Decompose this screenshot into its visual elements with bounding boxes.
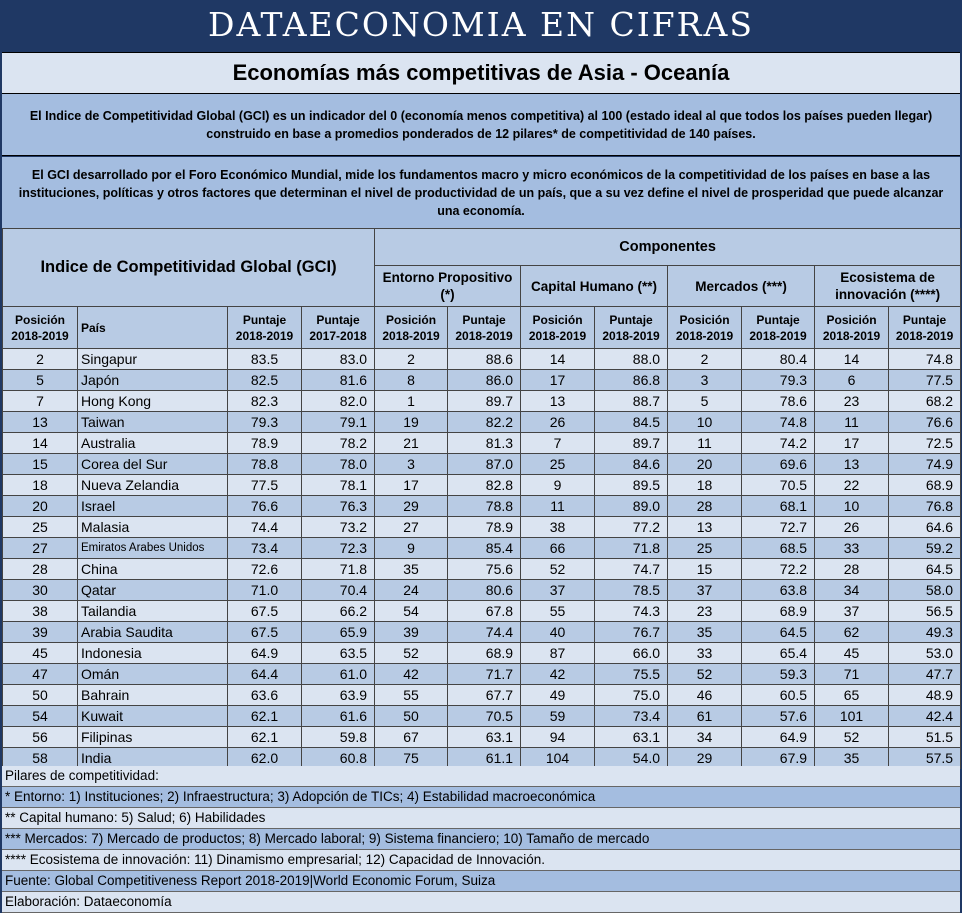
- cell-entorno-puntaje: 63.1: [448, 727, 521, 748]
- competitiveness-table: [2, 228, 961, 769]
- cell-puntaje-2018: 67.5: [228, 601, 302, 622]
- cell-innovacion-posicion: 13: [815, 454, 889, 475]
- cell-entorno-posicion: 24: [375, 580, 448, 601]
- cell-mercados-posicion: 10: [668, 412, 742, 433]
- cell-innovacion-puntaje: 77.5: [889, 370, 961, 391]
- cell-entorno-posicion: 55: [375, 685, 448, 706]
- table-row: [3, 496, 961, 517]
- table-row: [3, 349, 961, 370]
- cell-mercados-puntaje: 74.8: [742, 412, 815, 433]
- col-header-innovacion-puntaje: Puntaje 2018-2019: [889, 307, 961, 349]
- cell-innovacion-puntaje: 64.6: [889, 517, 961, 538]
- cell-capital-posicion: 104: [521, 748, 595, 769]
- cell-mercados-puntaje: 64.5: [742, 622, 815, 643]
- cell-mercados-posicion: 15: [668, 559, 742, 580]
- note-mercados: *** Mercados: 7) Mercado de productos; 8) Mercado laboral; 9) Sistema financiero; 10) Tamaño de mercado: [2, 829, 960, 850]
- cell-capital-posicion: 9: [521, 475, 595, 496]
- cell-puntaje-2017: 65.9: [302, 622, 375, 643]
- cell-entorno-puntaje: 85.4: [448, 538, 521, 559]
- cell-mercados-posicion: 52: [668, 664, 742, 685]
- cell-capital-posicion: 55: [521, 601, 595, 622]
- cell-capital-posicion: 7: [521, 433, 595, 454]
- cell-mercados-posicion: 61: [668, 706, 742, 727]
- note-fuente: Fuente: Global Competitiveness Report 2018-2019|World Economic Forum, Suiza: [2, 871, 960, 892]
- table-row: [3, 370, 961, 391]
- cell-entorno-puntaje: 71.7: [448, 664, 521, 685]
- cell-innovacion-posicion: 34: [815, 580, 889, 601]
- note-entorno: * Entorno: 1) Instituciones; 2) Infraestructura; 3) Adopción de TICs; 4) Estabilidad macroeconómica: [2, 787, 960, 808]
- cell-capital-puntaje: 77.2: [595, 517, 668, 538]
- cell-pais: Corea del Sur: [78, 454, 228, 475]
- cell-entorno-puntaje: 82.8: [448, 475, 521, 496]
- cell-pais: Nueva Zelandia: [78, 475, 228, 496]
- cell-entorno-puntaje: 67.7: [448, 685, 521, 706]
- cell-innovacion-puntaje: 42.4: [889, 706, 961, 727]
- cell-capital-posicion: 14: [521, 349, 595, 370]
- cell-capital-puntaje: 86.8: [595, 370, 668, 391]
- cell-mercados-posicion: 46: [668, 685, 742, 706]
- gci-header: Indice de Competitividad Global (GCI): [3, 229, 375, 307]
- cell-capital-puntaje: 75.0: [595, 685, 668, 706]
- cell-puntaje-2018: 78.9: [228, 433, 302, 454]
- cell-posicion: 2: [3, 349, 78, 370]
- cell-entorno-posicion: 29: [375, 496, 448, 517]
- cell-puntaje-2017: 78.2: [302, 433, 375, 454]
- cell-puntaje-2017: 70.4: [302, 580, 375, 601]
- cell-entorno-posicion: 1: [375, 391, 448, 412]
- cell-mercados-posicion: 11: [668, 433, 742, 454]
- cell-pais: China: [78, 559, 228, 580]
- cell-entorno-posicion: 54: [375, 601, 448, 622]
- cell-posicion: 28: [3, 559, 78, 580]
- cell-mercados-puntaje: 72.7: [742, 517, 815, 538]
- cell-posicion: 54: [3, 706, 78, 727]
- cell-capital-puntaje: 66.0: [595, 643, 668, 664]
- col-header-entorno-posicion: Posición 2018-2019: [375, 307, 448, 349]
- cell-mercados-puntaje: 57.6: [742, 706, 815, 727]
- cell-innovacion-puntaje: 76.6: [889, 412, 961, 433]
- cell-mercados-puntaje: 79.3: [742, 370, 815, 391]
- cell-entorno-posicion: 39: [375, 622, 448, 643]
- cell-innovacion-posicion: 26: [815, 517, 889, 538]
- cell-entorno-posicion: 50: [375, 706, 448, 727]
- col-header-capital-puntaje: Puntaje 2018-2019: [595, 307, 668, 349]
- table-row: [3, 580, 961, 601]
- cell-mercados-puntaje: 72.2: [742, 559, 815, 580]
- cell-puntaje-2018: 74.4: [228, 517, 302, 538]
- cell-innovacion-puntaje: 74.9: [889, 454, 961, 475]
- cell-posicion: 14: [3, 433, 78, 454]
- cell-innovacion-posicion: 6: [815, 370, 889, 391]
- cell-entorno-puntaje: 70.5: [448, 706, 521, 727]
- cell-pais: India: [78, 748, 228, 769]
- cell-innovacion-posicion: 37: [815, 601, 889, 622]
- cell-innovacion-puntaje: 68.2: [889, 391, 961, 412]
- cell-entorno-posicion: 3: [375, 454, 448, 475]
- cell-innovacion-posicion: 11: [815, 412, 889, 433]
- components-header: Componentes: [375, 229, 961, 266]
- cell-capital-posicion: 17: [521, 370, 595, 391]
- cell-capital-posicion: 59: [521, 706, 595, 727]
- note-elaboracion: Elaboración: Dataeconomía: [2, 892, 960, 913]
- cell-mercados-posicion: 20: [668, 454, 742, 475]
- description-wef: El GCI desarrollado por el Foro Económico Mundial, mide los fundamentos macro y micro económicos de la competitividad de los países en base a las instituciones, políticas y otros factores que determinan el nivel de productividad de un país, que a su vez define el nivel de prosperidad que puede alcanzar una economía.: [2, 157, 960, 228]
- col-header-innovacion-posicion: Posición 2018-2019: [815, 307, 889, 349]
- cell-entorno-puntaje: 80.6: [448, 580, 521, 601]
- cell-mercados-posicion: 3: [668, 370, 742, 391]
- cell-entorno-posicion: 2: [375, 349, 448, 370]
- cell-pais: Arabia Saudita: [78, 622, 228, 643]
- table-row: [3, 538, 961, 559]
- cell-mercados-posicion: 25: [668, 538, 742, 559]
- cell-puntaje-2017: 63.5: [302, 643, 375, 664]
- cell-puntaje-2018: 72.6: [228, 559, 302, 580]
- cell-puntaje-2018: 62.1: [228, 706, 302, 727]
- cell-puntaje-2017: 61.6: [302, 706, 375, 727]
- cell-innovacion-posicion: 22: [815, 475, 889, 496]
- cell-capital-puntaje: 63.1: [595, 727, 668, 748]
- cell-mercados-puntaje: 74.2: [742, 433, 815, 454]
- cell-innovacion-posicion: 14: [815, 349, 889, 370]
- cell-capital-posicion: 26: [521, 412, 595, 433]
- cell-capital-puntaje: 84.6: [595, 454, 668, 475]
- cell-innovacion-posicion: 65: [815, 685, 889, 706]
- cell-entorno-puntaje: 78.8: [448, 496, 521, 517]
- cell-puntaje-2018: 71.0: [228, 580, 302, 601]
- cell-innovacion-posicion: 71: [815, 664, 889, 685]
- table-row: [3, 412, 961, 433]
- col-header-capital-posicion: Posición 2018-2019: [521, 307, 595, 349]
- cell-pais: Hong Kong: [78, 391, 228, 412]
- cell-mercados-posicion: 28: [668, 496, 742, 517]
- cell-puntaje-2018: 62.0: [228, 748, 302, 769]
- cell-capital-puntaje: 74.7: [595, 559, 668, 580]
- cell-puntaje-2018: 73.4: [228, 538, 302, 559]
- cell-capital-puntaje: 89.5: [595, 475, 668, 496]
- group-header-mercados: Mercados (***): [668, 266, 815, 307]
- cell-pais: Australia: [78, 433, 228, 454]
- cell-entorno-posicion: 27: [375, 517, 448, 538]
- cell-mercados-posicion: 23: [668, 601, 742, 622]
- cell-posicion: 25: [3, 517, 78, 538]
- cell-capital-posicion: 38: [521, 517, 595, 538]
- cell-posicion: 38: [3, 601, 78, 622]
- cell-posicion: 58: [3, 748, 78, 769]
- table-row: [3, 454, 961, 475]
- cell-puntaje-2018: 63.6: [228, 685, 302, 706]
- note-pilares: Pilares de competitividad:: [2, 766, 960, 787]
- cell-entorno-puntaje: 75.6: [448, 559, 521, 580]
- cell-puntaje-2018: 77.5: [228, 475, 302, 496]
- cell-innovacion-posicion: 10: [815, 496, 889, 517]
- cell-puntaje-2018: 82.3: [228, 391, 302, 412]
- cell-mercados-posicion: 2: [668, 349, 742, 370]
- cell-puntaje-2018: 79.3: [228, 412, 302, 433]
- cell-mercados-posicion: 5: [668, 391, 742, 412]
- cell-puntaje-2017: 72.3: [302, 538, 375, 559]
- cell-innovacion-puntaje: 64.5: [889, 559, 961, 580]
- cell-entorno-puntaje: 81.3: [448, 433, 521, 454]
- cell-pais: Qatar: [78, 580, 228, 601]
- table-row: [3, 706, 961, 727]
- cell-innovacion-posicion: 33: [815, 538, 889, 559]
- table-row: [3, 559, 961, 580]
- notes-section: [2, 766, 960, 913]
- cell-capital-puntaje: 84.5: [595, 412, 668, 433]
- note-capital-humano: ** Capital humano: 5) Salud; 6) Habilidades: [2, 808, 960, 829]
- cell-capital-posicion: 25: [521, 454, 595, 475]
- cell-posicion: 50: [3, 685, 78, 706]
- cell-innovacion-puntaje: 48.9: [889, 685, 961, 706]
- cell-entorno-puntaje: 68.9: [448, 643, 521, 664]
- cell-pais: Tailandia: [78, 601, 228, 622]
- cell-pais: Japón: [78, 370, 228, 391]
- cell-capital-posicion: 37: [521, 580, 595, 601]
- cell-entorno-posicion: 75: [375, 748, 448, 769]
- cell-entorno-puntaje: 87.0: [448, 454, 521, 475]
- cell-mercados-puntaje: 60.5: [742, 685, 815, 706]
- col-header-puntaje-2017: Puntaje 2017-2018: [302, 307, 375, 349]
- cell-capital-puntaje: 89.7: [595, 433, 668, 454]
- cell-capital-puntaje: 88.7: [595, 391, 668, 412]
- cell-capital-puntaje: 88.0: [595, 349, 668, 370]
- cell-innovacion-puntaje: 53.0: [889, 643, 961, 664]
- cell-puntaje-2018: 64.4: [228, 664, 302, 685]
- col-header-posicion: Posición 2018-2019: [3, 307, 78, 349]
- note-innovacion: **** Ecosistema de innovación: 11) Dinamismo empresarial; 12) Capacidad de Innovación.: [2, 850, 960, 871]
- cell-pais: Bahrain: [78, 685, 228, 706]
- cell-pais: Filipinas: [78, 727, 228, 748]
- cell-capital-puntaje: 74.3: [595, 601, 668, 622]
- cell-entorno-puntaje: 61.1: [448, 748, 521, 769]
- cell-entorno-posicion: 35: [375, 559, 448, 580]
- cell-posicion: 45: [3, 643, 78, 664]
- table-body: [3, 349, 961, 769]
- cell-pais: Malasia: [78, 517, 228, 538]
- cell-mercados-puntaje: 78.6: [742, 391, 815, 412]
- cell-capital-puntaje: 89.0: [595, 496, 668, 517]
- cell-mercados-puntaje: 80.4: [742, 349, 815, 370]
- cell-mercados-posicion: 33: [668, 643, 742, 664]
- cell-innovacion-puntaje: 74.8: [889, 349, 961, 370]
- cell-mercados-posicion: 35: [668, 622, 742, 643]
- cell-pais: Israel: [78, 496, 228, 517]
- cell-capital-puntaje: 71.8: [595, 538, 668, 559]
- cell-mercados-puntaje: 63.8: [742, 580, 815, 601]
- col-header-pais: País: [78, 307, 228, 349]
- cell-entorno-puntaje: 86.0: [448, 370, 521, 391]
- description-gci: El Indice de Competitividad Global (GCI) es un indicador del 0 (economía menos competitiva) al 100 (estado ideal al que todos los países pueden llegar) construido en base a promedios ponderados de 12 pilares* de competitividad de 140 países.: [2, 94, 960, 156]
- cell-puntaje-2017: 83.0: [302, 349, 375, 370]
- cell-puntaje-2017: 78.1: [302, 475, 375, 496]
- cell-puntaje-2017: 73.2: [302, 517, 375, 538]
- cell-entorno-posicion: 17: [375, 475, 448, 496]
- cell-puntaje-2017: 60.8: [302, 748, 375, 769]
- col-header-mercados-puntaje: Puntaje 2018-2019: [742, 307, 815, 349]
- cell-entorno-puntaje: 88.6: [448, 349, 521, 370]
- cell-entorno-posicion: 21: [375, 433, 448, 454]
- cell-capital-puntaje: 78.5: [595, 580, 668, 601]
- cell-innovacion-puntaje: 72.5: [889, 433, 961, 454]
- cell-pais: Taiwan: [78, 412, 228, 433]
- cell-posicion: 47: [3, 664, 78, 685]
- cell-posicion: 13: [3, 412, 78, 433]
- table-row: [3, 475, 961, 496]
- cell-posicion: 30: [3, 580, 78, 601]
- cell-pais: Indonesia: [78, 643, 228, 664]
- cell-puntaje-2018: 62.1: [228, 727, 302, 748]
- cell-innovacion-posicion: 35: [815, 748, 889, 769]
- cell-puntaje-2017: 61.0: [302, 664, 375, 685]
- cell-puntaje-2017: 66.2: [302, 601, 375, 622]
- table-row: [3, 601, 961, 622]
- cell-puntaje-2018: 64.9: [228, 643, 302, 664]
- cell-puntaje-2018: 67.5: [228, 622, 302, 643]
- col-header-mercados-posicion: Posición 2018-2019: [668, 307, 742, 349]
- cell-entorno-posicion: 52: [375, 643, 448, 664]
- cell-puntaje-2018: 78.8: [228, 454, 302, 475]
- cell-innovacion-puntaje: 76.8: [889, 496, 961, 517]
- cell-entorno-puntaje: 74.4: [448, 622, 521, 643]
- cell-mercados-puntaje: 68.9: [742, 601, 815, 622]
- cell-capital-posicion: 40: [521, 622, 595, 643]
- cell-posicion: 20: [3, 496, 78, 517]
- cell-mercados-puntaje: 68.5: [742, 538, 815, 559]
- cell-mercados-puntaje: 67.9: [742, 748, 815, 769]
- cell-puntaje-2018: 82.5: [228, 370, 302, 391]
- table-row: [3, 433, 961, 454]
- cell-entorno-posicion: 8: [375, 370, 448, 391]
- cell-innovacion-puntaje: 49.3: [889, 622, 961, 643]
- cell-posicion: 5: [3, 370, 78, 391]
- table-row: [3, 643, 961, 664]
- cell-innovacion-posicion: 62: [815, 622, 889, 643]
- cell-pais: Kuwait: [78, 706, 228, 727]
- cell-entorno-posicion: 9: [375, 538, 448, 559]
- cell-puntaje-2017: 81.6: [302, 370, 375, 391]
- col-header-entorno-puntaje: Puntaje 2018-2019: [448, 307, 521, 349]
- cell-puntaje-2018: 83.5: [228, 349, 302, 370]
- cell-capital-posicion: 11: [521, 496, 595, 517]
- cell-capital-posicion: 87: [521, 643, 595, 664]
- cell-puntaje-2017: 82.0: [302, 391, 375, 412]
- cell-capital-puntaje: 76.7: [595, 622, 668, 643]
- cell-innovacion-posicion: 23: [815, 391, 889, 412]
- cell-puntaje-2017: 59.8: [302, 727, 375, 748]
- table-row: [3, 685, 961, 706]
- table-row: [3, 727, 961, 748]
- cell-mercados-posicion: 34: [668, 727, 742, 748]
- cell-innovacion-puntaje: 56.5: [889, 601, 961, 622]
- cell-pais: Singapur: [78, 349, 228, 370]
- brand-banner: DATAECONOMIA EN CIFRAS: [0, 0, 962, 50]
- cell-entorno-puntaje: 89.7: [448, 391, 521, 412]
- cell-innovacion-puntaje: 58.0: [889, 580, 961, 601]
- page-title: Economías más competitivas de Asia - Oceanía: [2, 52, 960, 94]
- cell-entorno-posicion: 67: [375, 727, 448, 748]
- cell-innovacion-puntaje: 59.2: [889, 538, 961, 559]
- cell-mercados-puntaje: 64.9: [742, 727, 815, 748]
- cell-posicion: 39: [3, 622, 78, 643]
- cell-mercados-puntaje: 59.3: [742, 664, 815, 685]
- cell-entorno-puntaje: 78.9: [448, 517, 521, 538]
- cell-capital-posicion: 66: [521, 538, 595, 559]
- cell-capital-posicion: 13: [521, 391, 595, 412]
- cell-innovacion-posicion: 52: [815, 727, 889, 748]
- cell-mercados-posicion: 37: [668, 580, 742, 601]
- cell-entorno-puntaje: 82.2: [448, 412, 521, 433]
- cell-puntaje-2017: 79.1: [302, 412, 375, 433]
- cell-mercados-puntaje: 70.5: [742, 475, 815, 496]
- cell-puntaje-2017: 63.9: [302, 685, 375, 706]
- cell-capital-posicion: 94: [521, 727, 595, 748]
- cell-puntaje-2017: 78.0: [302, 454, 375, 475]
- cell-mercados-puntaje: 65.4: [742, 643, 815, 664]
- cell-puntaje-2017: 71.8: [302, 559, 375, 580]
- cell-mercados-posicion: 13: [668, 517, 742, 538]
- cell-posicion: 15: [3, 454, 78, 475]
- cell-entorno-posicion: 42: [375, 664, 448, 685]
- cell-capital-posicion: 42: [521, 664, 595, 685]
- cell-innovacion-posicion: 17: [815, 433, 889, 454]
- table-row: [3, 517, 961, 538]
- table-row: [3, 664, 961, 685]
- cell-innovacion-puntaje: 57.5: [889, 748, 961, 769]
- table-row: [3, 622, 961, 643]
- cell-mercados-puntaje: 69.6: [742, 454, 815, 475]
- cell-innovacion-posicion: 101: [815, 706, 889, 727]
- cell-mercados-posicion: 29: [668, 748, 742, 769]
- cell-innovacion-puntaje: 51.5: [889, 727, 961, 748]
- cell-innovacion-posicion: 45: [815, 643, 889, 664]
- cell-entorno-posicion: 19: [375, 412, 448, 433]
- cell-capital-puntaje: 54.0: [595, 748, 668, 769]
- group-header-entorno: Entorno Propositivo (*): [375, 266, 521, 307]
- cell-mercados-posicion: 18: [668, 475, 742, 496]
- cell-entorno-puntaje: 67.8: [448, 601, 521, 622]
- cell-pais: Omán: [78, 664, 228, 685]
- cell-puntaje-2018: 76.6: [228, 496, 302, 517]
- cell-posicion: 7: [3, 391, 78, 412]
- cell-innovacion-puntaje: 47.7: [889, 664, 961, 685]
- cell-capital-puntaje: 75.5: [595, 664, 668, 685]
- cell-pais: Emiratos Arabes Unidos: [78, 538, 228, 559]
- cell-innovacion-posicion: 28: [815, 559, 889, 580]
- cell-posicion: 27: [3, 538, 78, 559]
- cell-mercados-puntaje: 68.1: [742, 496, 815, 517]
- cell-puntaje-2017: 76.3: [302, 496, 375, 517]
- group-header-innovacion: Ecosistema de innovación (****): [815, 266, 961, 307]
- table-row: [3, 391, 961, 412]
- cell-innovacion-puntaje: 68.9: [889, 475, 961, 496]
- cell-capital-puntaje: 73.4: [595, 706, 668, 727]
- col-header-puntaje-2018: Puntaje 2018-2019: [228, 307, 302, 349]
- cell-posicion: 18: [3, 475, 78, 496]
- cell-capital-posicion: 49: [521, 685, 595, 706]
- group-header-capital-humano: Capital Humano (**): [521, 266, 668, 307]
- cell-posicion: 56: [3, 727, 78, 748]
- cell-capital-posicion: 52: [521, 559, 595, 580]
